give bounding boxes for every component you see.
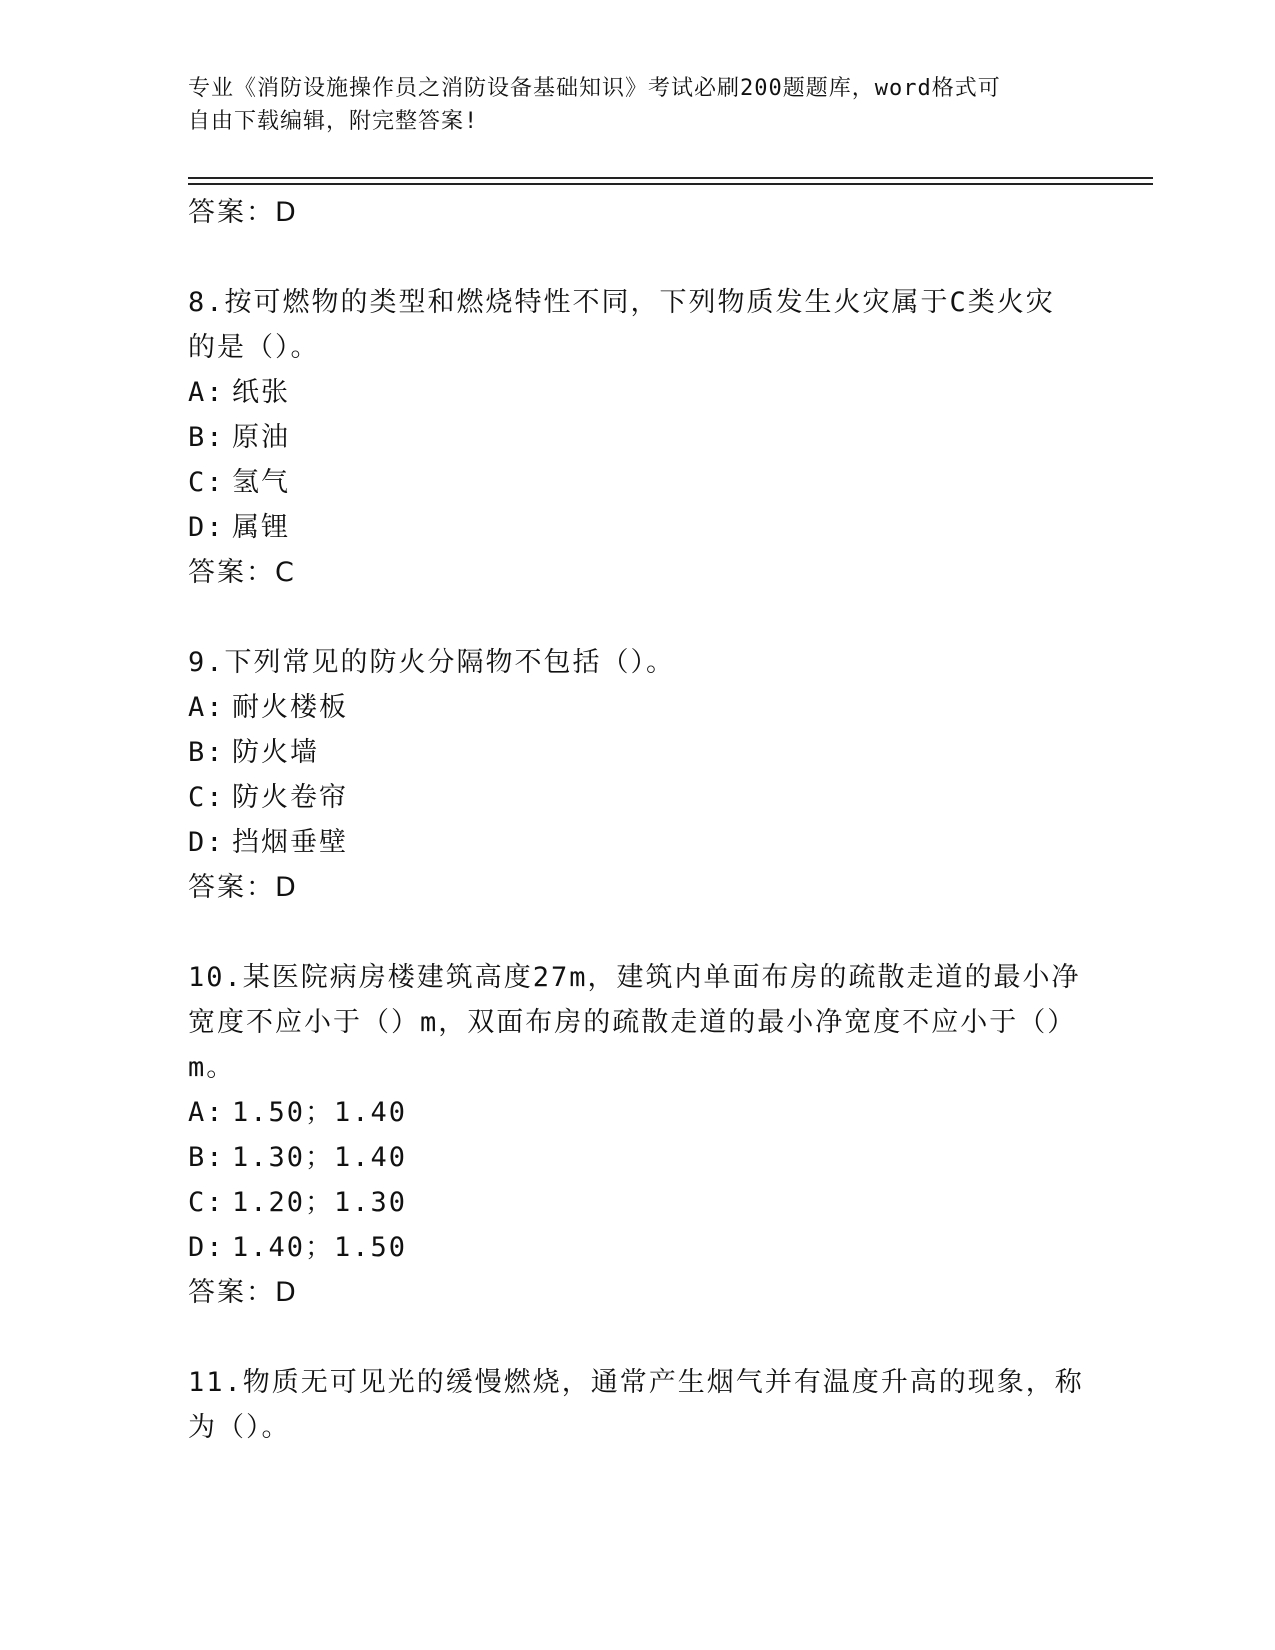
option-key: D: <box>188 512 225 543</box>
answer-line: 答案：D <box>188 197 298 228</box>
option-text: 挡烟垂壁 <box>232 827 348 858</box>
question-stem-line: 10.某医院病房楼建筑高度27m，建筑内单面布房的疏散走道的最小净 <box>188 962 1081 993</box>
answer-line: 答案：C <box>188 557 296 588</box>
option-c <box>188 775 1088 820</box>
header-divider-bottom <box>188 183 1153 185</box>
option-key: A: <box>188 377 225 408</box>
question-10 <box>188 955 1088 1316</box>
option-text: 纸张 <box>232 377 290 408</box>
option-text: 原油 <box>232 422 290 453</box>
question-stem-line: 为（）。 <box>188 1412 291 1443</box>
option-b <box>188 730 1088 775</box>
option-key: C: <box>188 782 225 813</box>
answer-line: 答案：D <box>188 872 298 903</box>
option-b <box>188 1135 1088 1180</box>
option-a <box>188 370 1088 415</box>
question-stem <box>188 280 1088 370</box>
question-11 <box>188 1360 1088 1450</box>
question-8 <box>188 280 1088 596</box>
option-text: 1.20；1.30 <box>232 1187 408 1218</box>
option-d <box>188 505 1088 550</box>
option-key: A: <box>188 1097 225 1128</box>
document-header <box>188 72 1068 138</box>
header-divider-top <box>188 177 1153 179</box>
option-a <box>188 1090 1088 1135</box>
question-stem-line: 9.下列常见的防火分隔物不包括（）。 <box>188 647 676 678</box>
option-text: 1.40；1.50 <box>232 1232 408 1263</box>
option-text: 防火卷帘 <box>232 782 348 813</box>
question-stem-line: 宽度不应小于（）m，双面布房的疏散走道的最小净宽度不应小于（） <box>188 1007 1077 1038</box>
question-stem-line: 的是（）。 <box>188 332 320 363</box>
option-key: B: <box>188 737 225 768</box>
option-key: B: <box>188 1142 225 1173</box>
header-line-1: 专业《消防设施操作员之消防设备基础知识》考试必刷200题题库，word格式可 <box>188 76 1001 101</box>
option-text: 属锂 <box>232 512 290 543</box>
option-c <box>188 460 1088 505</box>
question-stem-line: 8.按可燃物的类型和燃烧特性不同，下列物质发生火灾属于C类火灾 <box>188 287 1055 318</box>
question-list <box>188 190 1088 1450</box>
option-text: 氢气 <box>232 467 290 498</box>
question-stem-line: m。 <box>188 1052 236 1083</box>
option-text: 耐火楼板 <box>232 692 348 723</box>
question-stem <box>188 955 1088 1090</box>
option-key: B: <box>188 422 225 453</box>
option-key: D: <box>188 1232 225 1263</box>
option-key: C: <box>188 1187 225 1218</box>
option-text: 防火墙 <box>232 737 319 768</box>
option-text: 1.50；1.40 <box>232 1097 408 1128</box>
option-a <box>188 685 1088 730</box>
option-key: A: <box>188 692 225 723</box>
option-d <box>188 820 1088 865</box>
option-key: D: <box>188 827 225 858</box>
option-key: C: <box>188 467 225 498</box>
question-stem <box>188 640 1088 685</box>
question-stem-line: 11.物质无可见光的缓慢燃烧，通常产生烟气并有温度升高的现象，称 <box>188 1367 1084 1398</box>
option-text: 1.30；1.40 <box>232 1142 408 1173</box>
question-stem <box>188 1360 1088 1450</box>
option-c <box>188 1180 1088 1225</box>
option-b <box>188 415 1088 460</box>
header-line-2: 自由下载编辑，附完整答案! <box>188 109 479 134</box>
option-d <box>188 1225 1088 1270</box>
answer-line: 答案：D <box>188 1277 298 1308</box>
question-9 <box>188 640 1088 911</box>
